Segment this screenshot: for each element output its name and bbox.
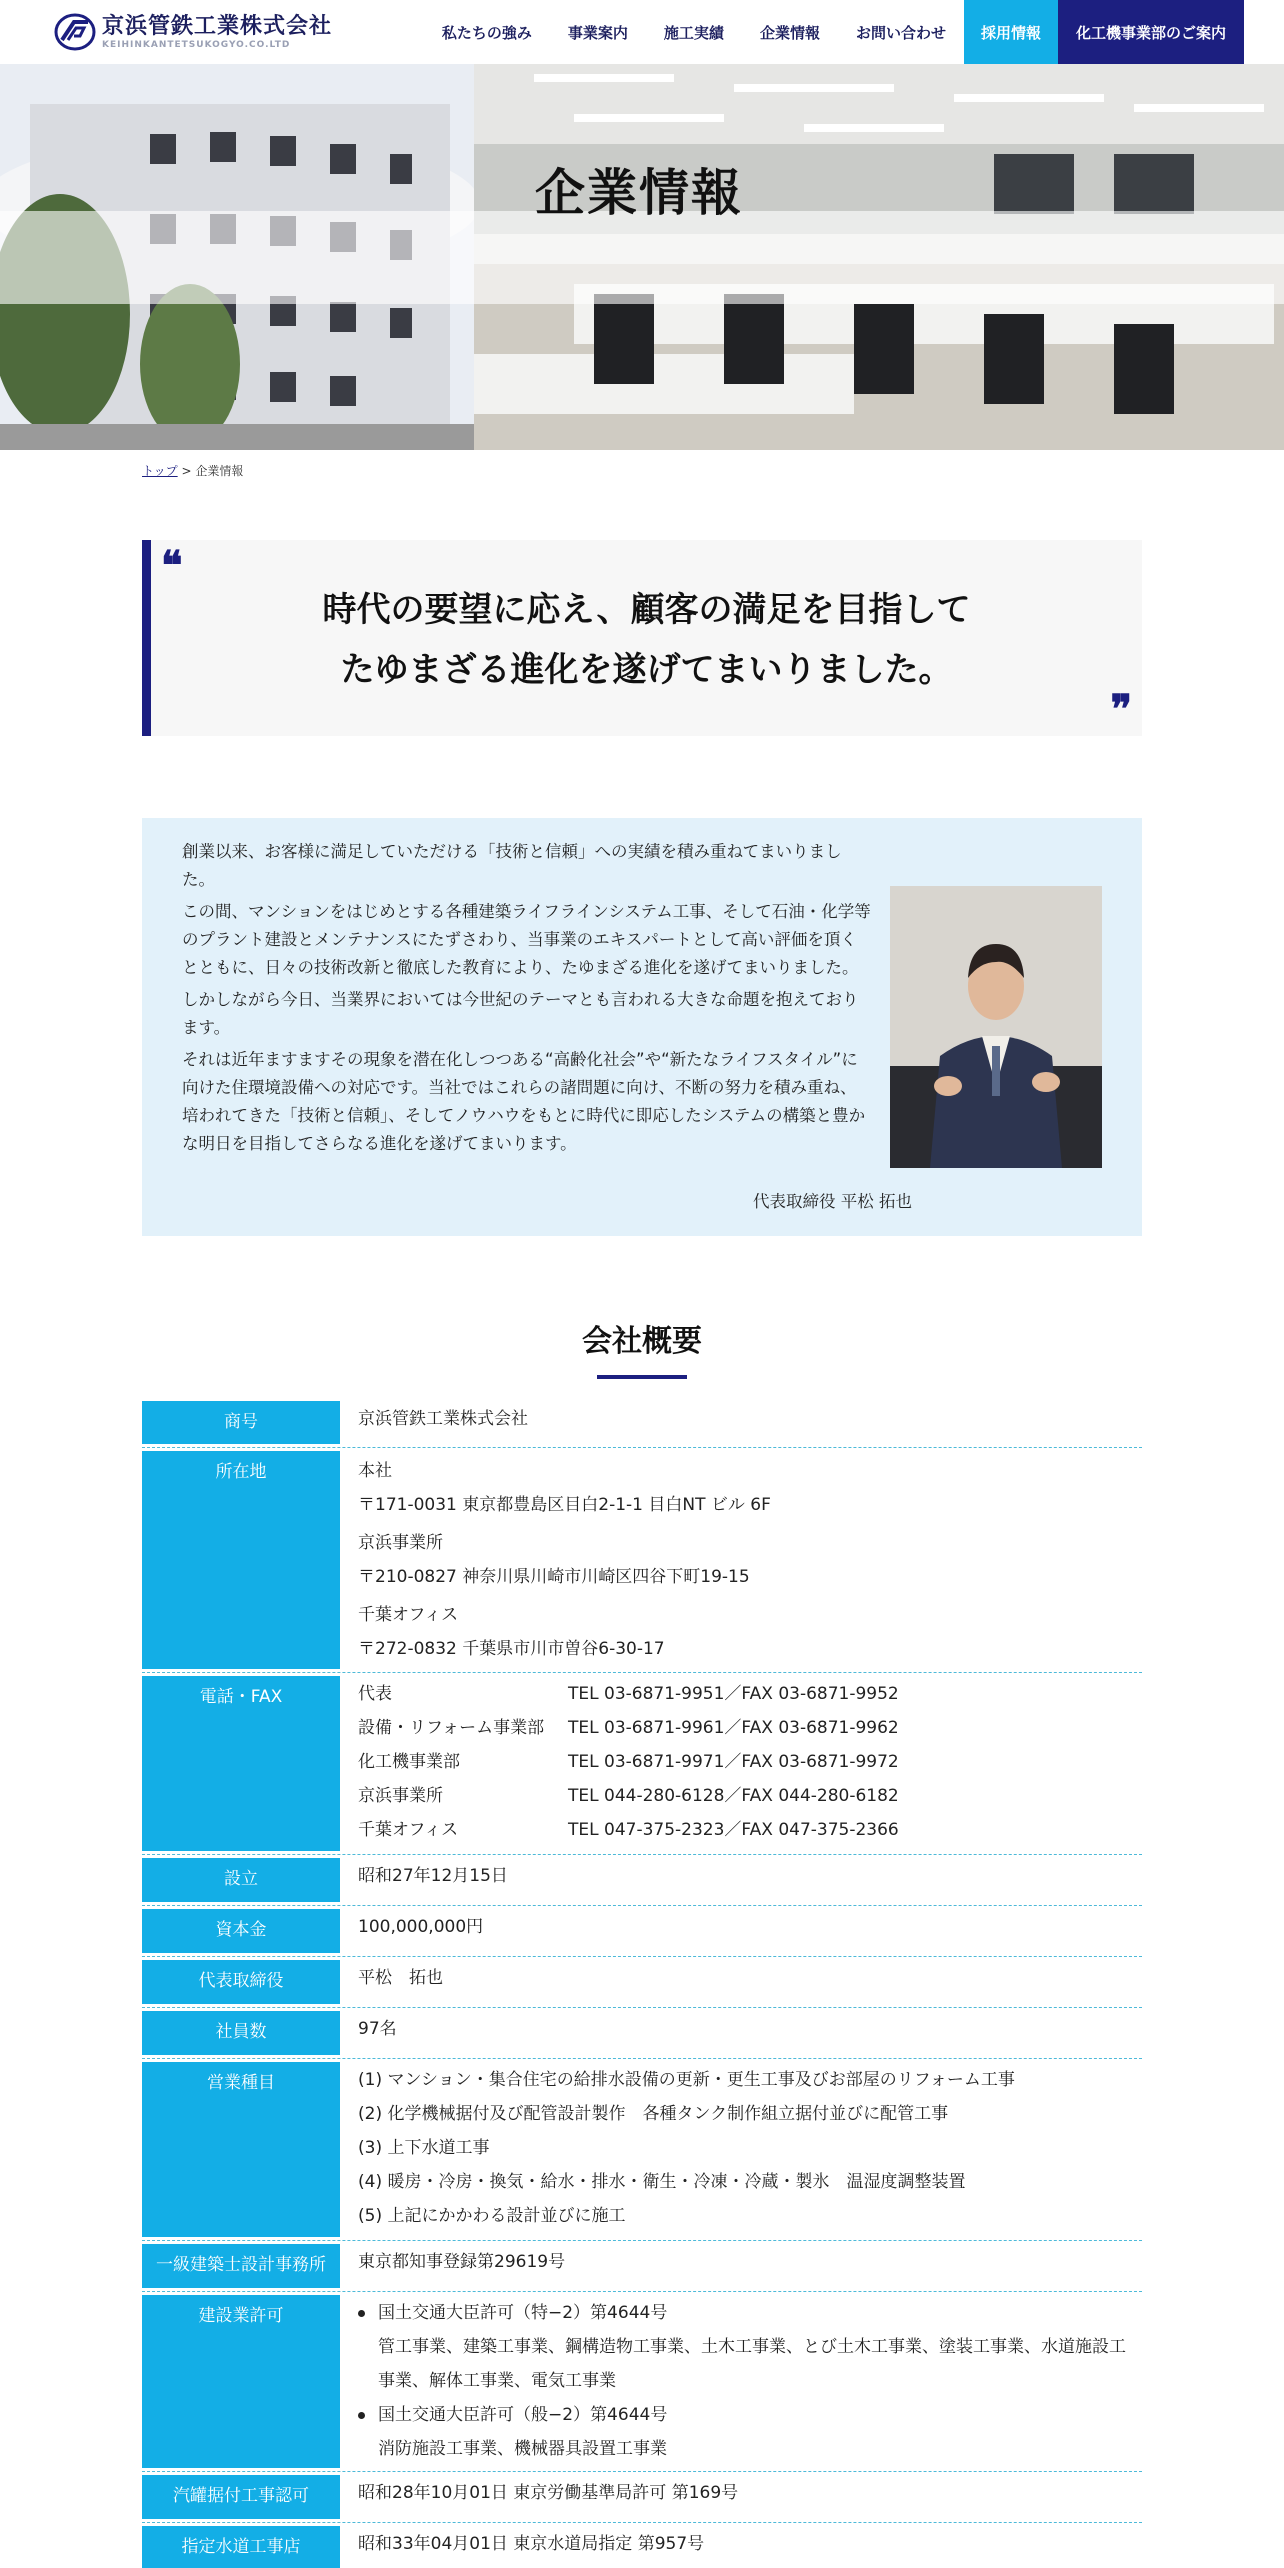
nav-contact[interactable]: お問い合わせ xyxy=(855,23,946,42)
hero-banner xyxy=(0,64,1284,450)
row-value xyxy=(340,2472,1142,2522)
nav-company[interactable]: 企業情報 xyxy=(759,23,820,42)
quote-text xyxy=(151,580,1142,700)
nav-strengths[interactable]: 私たちの強み xyxy=(441,23,532,42)
license-detail: 管工事業、建築工事業、鋼構造物工事業、土木工事業、とび土木工事業、塗装工事業、水道施設工事業、解体工事業、電気工事業 xyxy=(378,2337,1126,2391)
quote-line-1: 時代の要望に応え、顧客の満足を目指して xyxy=(322,590,971,630)
table-row xyxy=(142,1906,1142,1957)
address-line: 京浜事業所 xyxy=(358,1533,443,1553)
table-row xyxy=(142,2292,1142,2472)
table-row xyxy=(142,2008,1142,2059)
message-paragraph: この間、マンションをはじめとする各種建築ライフラインシステム工事、そして石油・化学等のプラント建設とメンテナンスにたずさわり、当事業のエキスパートとして高い評価を頂くとともに、日々の技術改新と徹底した教育により、たゆまざる進化を遂げてまいりました。 xyxy=(182,902,871,977)
phone-entry xyxy=(358,1745,1142,1779)
table-row xyxy=(142,1448,1142,1673)
phone-entry-number: TEL 044-280-6128／FAX 044-280-6182 xyxy=(568,1786,899,1806)
table-row xyxy=(142,2241,1142,2292)
address-line: 本社 xyxy=(358,1461,392,1481)
close-quote-icon: ❞ xyxy=(1110,686,1132,733)
row-value xyxy=(340,1957,1142,2007)
phone-entry xyxy=(358,1813,1142,1847)
site-header xyxy=(0,0,1284,64)
breadcrumb-separator: > xyxy=(177,464,196,478)
business-line: (1) マンション・集合住宅の給排水設備の更新・更生工事及びお部屋のリフォーム工事 xyxy=(358,2070,1015,2090)
row-label: 代表取締役 xyxy=(142,1960,340,2004)
breadcrumb-home-link[interactable]: トップ xyxy=(142,464,178,478)
business-line: (4) 暖房・冷房・換気・給水・排水・衛生・冷凍・冷蔵・製氷 温湿度調整装置 xyxy=(358,2172,966,2192)
license-title: 国土交通大臣許可（特−2）第4644号 xyxy=(358,2296,1142,2330)
row-value xyxy=(340,2008,1142,2058)
row-label: 営業種目 xyxy=(142,2062,340,2237)
phone-entry xyxy=(358,1677,1142,1711)
row-label: 資本金 xyxy=(142,1909,340,1953)
ceo-value: 平松 拓也 xyxy=(358,1968,443,1988)
address-line: 〒272-0832 千葉県市川市曽谷6-30-17 xyxy=(358,1639,665,1659)
row-label: 汽罐据付工事認可 xyxy=(142,2475,340,2519)
global-nav xyxy=(424,0,1244,64)
row-value xyxy=(340,2292,1142,2471)
site-logo[interactable] xyxy=(54,12,332,52)
business-line: (3) 上下水道工事 xyxy=(358,2138,490,2158)
nav-works[interactable]: 施工実績 xyxy=(663,23,724,42)
table-row xyxy=(142,1398,1142,1448)
table-row xyxy=(142,2059,1142,2241)
row-label: 建設業許可 xyxy=(142,2295,340,2468)
logo-company-name: 京浜管鉄工業株式会社 xyxy=(102,14,333,39)
row-value xyxy=(340,1906,1142,1956)
license-title: 国土交通大臣許可（般−2）第4644号 xyxy=(358,2398,1142,2432)
row-label: 一級建築士設計事務所 xyxy=(142,2244,340,2288)
row-value xyxy=(340,1398,1142,1447)
message-signature: 代表取締役 平松 拓也 xyxy=(753,1192,912,1211)
phone-entry xyxy=(358,1711,1142,1745)
architect-value: 東京都知事登録第29619号 xyxy=(358,2252,566,2272)
row-label: 指定水道工事店 xyxy=(142,2526,340,2568)
table-row xyxy=(142,1957,1142,2008)
phone-entry-name: 設備・リフォーム事業部 xyxy=(358,1718,545,1738)
philosophy-quote xyxy=(142,540,1142,736)
business-line: (5) 上記にかかわる設計並びに施工 xyxy=(358,2206,626,2226)
address-line: 〒171-0031 東京都豊島区目白2-1-1 目白NT ビル 6F xyxy=(358,1495,771,1515)
company-name-value: 京浜管鉄工業株式会社 xyxy=(358,1409,528,1429)
row-value xyxy=(340,1448,1142,1672)
page-title: 企業情報 xyxy=(535,164,743,222)
address-line: 千葉オフィス xyxy=(358,1605,459,1625)
row-value xyxy=(340,2059,1142,2240)
founded-value: 昭和27年12月15日 xyxy=(358,1866,508,1886)
water-value: 昭和33年04月01日 東京水道局指定 第957号 xyxy=(358,2534,705,2554)
row-label: 設立 xyxy=(142,1858,340,1902)
table-row xyxy=(142,2523,1142,2568)
row-value xyxy=(340,2241,1142,2291)
table-row xyxy=(142,1673,1142,1855)
phone-entry-number: TEL 03-6871-9951／FAX 03-6871-9952 xyxy=(568,1684,899,1704)
address-line: 〒210-0827 神奈川県川崎市川崎区四谷下町19-15 xyxy=(358,1567,750,1587)
table-row xyxy=(142,2472,1142,2523)
phone-entry-name: 京浜事業所 xyxy=(358,1786,443,1806)
message-paragraph: しかしながら今日、当業界においては今世紀のテーマとも言われる大きな命題を抱えております。 xyxy=(182,990,859,1037)
phone-entry-name: 千葉オフィス xyxy=(358,1820,459,1840)
message-paragraph: それは近年ますますその現象を潜在化しつつある“高齢化社会”や“新たなライフスタイル”に向けた住環境設備への対応です。当社ではこれらの諸問題に向け、不断の努力を積み重ね、培われてきた「技術と信頼」、そしてノウハウをもとに時代に即応したシステムの構築と豊かな明日を目指してさらなる進化を遂げてまいります。 xyxy=(182,1050,866,1153)
row-value xyxy=(340,1673,1142,1854)
nav-chemical-division-button[interactable]: 化工機事業部のご案内 xyxy=(1058,0,1244,64)
row-label: 社員数 xyxy=(142,2011,340,2055)
business-line: (2) 化学機械据付及び配管設計製作 各種タンク制作組立据付並びに配管工事 xyxy=(358,2104,949,2124)
logo-mark-icon xyxy=(54,12,96,52)
row-value xyxy=(340,1855,1142,1905)
ceo-photo xyxy=(890,886,1102,1168)
row-label: 電話・FAX xyxy=(142,1676,340,1851)
message-paragraph: 創業以来、お客様に満足していただける「技術と信頼」への実績を積み重ねてまいりました。 xyxy=(182,842,842,889)
row-label: 商号 xyxy=(142,1401,340,1444)
ceo-message xyxy=(142,818,1142,1236)
breadcrumb xyxy=(142,462,243,479)
license-detail: 消防施設工事業、機械器具設置工事業 xyxy=(378,2439,667,2459)
logo-company-name-en: KEIHINKANTETSUKOGYO.CO.LTD xyxy=(102,40,291,50)
company-overview-table xyxy=(142,1398,1142,2568)
capital-value: 100,000,000円 xyxy=(358,1917,484,1937)
section-title-underline xyxy=(597,1375,687,1379)
section-title-overview: 会社概要 xyxy=(582,1324,702,1359)
phone-entry xyxy=(358,1779,1142,1813)
quote-line-2: たゆまざる進化を遂げてまいりました。 xyxy=(340,650,953,690)
phone-entry-number: TEL 03-6871-9971／FAX 03-6871-9972 xyxy=(568,1752,899,1772)
table-row xyxy=(142,1855,1142,1906)
breadcrumb-current: 企業情報 xyxy=(195,464,244,478)
row-label: 所在地 xyxy=(142,1451,340,1669)
row-value xyxy=(340,2523,1142,2568)
open-quote-icon: ❝ xyxy=(161,542,183,589)
boiler-value: 昭和28年10月01日 東京労働基準局許可 第169号 xyxy=(358,2483,739,2503)
message-body xyxy=(182,838,872,1162)
phone-entry-number: TEL 047-375-2323／FAX 047-375-2366 xyxy=(568,1820,899,1840)
nav-business[interactable]: 事業案内 xyxy=(567,23,628,42)
phone-entry-number: TEL 03-6871-9961／FAX 03-6871-9962 xyxy=(568,1718,899,1738)
phone-entry-name: 代表 xyxy=(358,1684,392,1704)
nav-recruit-button[interactable]: 採用情報 xyxy=(964,0,1058,64)
employees-value: 97名 xyxy=(358,2019,397,2039)
phone-entry-name: 化工機事業部 xyxy=(358,1752,460,1772)
